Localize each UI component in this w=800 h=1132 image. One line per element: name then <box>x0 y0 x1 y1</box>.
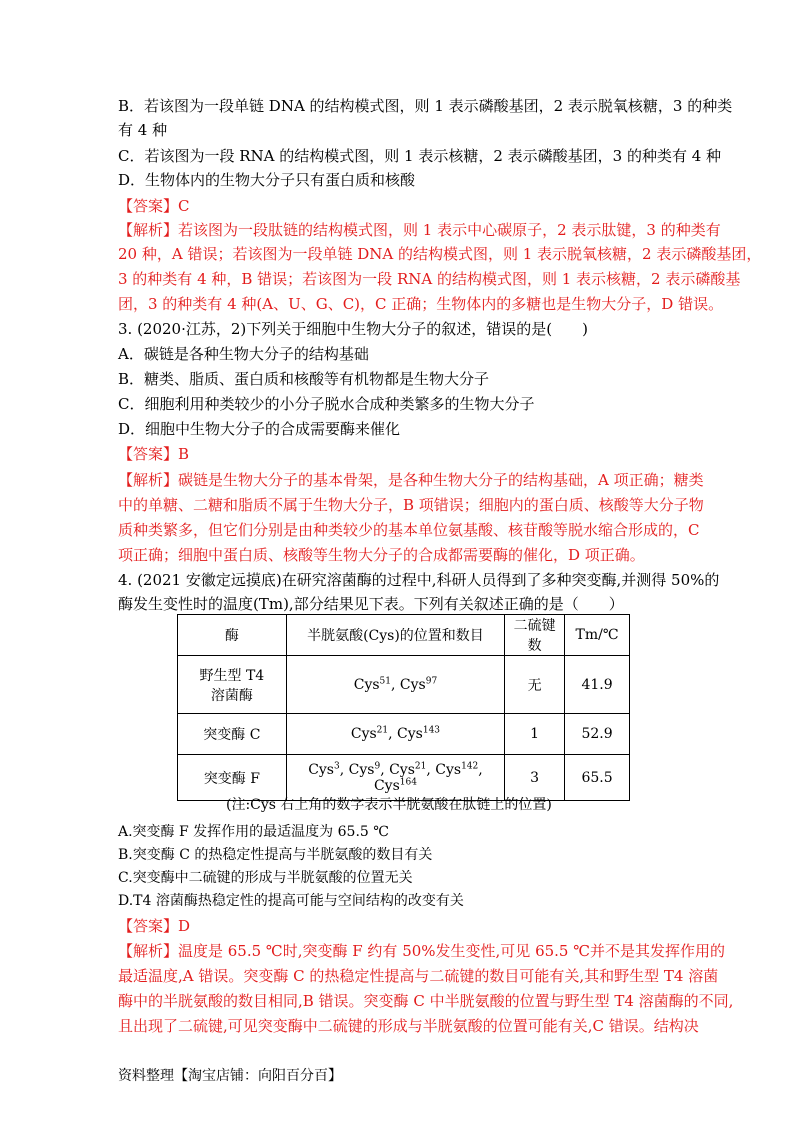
cys-cell: Cys$^3$, Cys$^9$, Cys$^{21}$, Cys$^{142}$, Cys$^{164}$ <box>286 755 504 801</box>
question-4-option-b: B.突变酶 C 的热稳定性提高与半胱氨酸的数目有关 <box>118 847 433 863</box>
question-4-option-a: A.突变酶 F 发挥作用的最适温度为 65.5 ℃ <box>118 824 389 840</box>
cys-position: 9 <box>374 760 381 771</box>
table-header-row <box>178 615 630 656</box>
analysis-line: 且出现了二硫键,可见突变酶中二硫键的形成与半胱氨酸的位置可能有关,C 错误。结构决 <box>118 1017 699 1035</box>
cys-cell: Cys$^{51}$, Cys$^{97}$ <box>286 656 504 714</box>
answer-label: 【答案】B <box>118 445 190 463</box>
table-header-cell: Tm/℃ <box>565 615 630 656</box>
analysis-line: 【解析】碳链是生物大分子的基本骨架，是各种生物大分子的结构基础，A 项正确；糖类 <box>118 471 704 489</box>
cys-residue: Cys$^3$ <box>308 760 340 778</box>
cys-residue: Cys$^{21}$ <box>350 725 389 742</box>
table-header-cell: 半胱氨酸(Cys)的位置和数目 <box>286 615 504 656</box>
option-c: C．若该图为一段 RNA 的结构模式图，则 1 表示核糖，2 表示磷酸基团，3 的种类有 4 种 <box>118 147 722 165</box>
enzyme-name: 野生型 T4 <box>199 667 265 684</box>
question-3-option-a: A．碳链是各种生物大分子的结构基础 <box>118 345 369 363</box>
analysis-line: 【解析】若该图为一段肽链的结构模式图，则 1 表示中心碳原子，2 表示肽键，3 的种类有 <box>118 221 721 239</box>
table-row <box>178 755 630 801</box>
question-4-stem-line1: 4. (2021 安徽定远摸底)在研究溶菌酶的过程中,科研人员得到了多种突变酶,并测得 50%的 <box>118 571 720 589</box>
analysis-line: 3 的种类有 4 种，B 错误；若该图为一段 RNA 的结构模式图，则 1 表示核糖，2 表示磷酸基 <box>118 270 741 288</box>
cys-position: 21 <box>376 725 389 736</box>
option-b-line1: B．若该图为一段单链 DNA 的结构模式图，则 1 表示磷酸基团，2 表示脱氧核糖，3 的种类 <box>118 97 733 115</box>
enzyme-name: 突变酶 F <box>178 755 287 801</box>
table-row <box>178 714 630 755</box>
cys-cell: Cys$^{21}$, Cys$^{143}$ <box>286 714 504 755</box>
cys-residue: Cys$^{164}$ <box>373 776 417 794</box>
table-header-cell: 二硫键数 <box>505 615 565 656</box>
tm-value: 65.5 <box>565 755 630 801</box>
cys-residue: Cys$^{97}$ <box>399 675 438 693</box>
enzyme-name: 突变酶 C <box>178 714 287 755</box>
question-4-option-d: D.T4 溶菌酶热稳定性的提高可能与空间结构的改变有关 <box>118 893 464 909</box>
analysis-line: 【解析】温度是 65.5 ℃时,突变酶 F 约有 50%发生变性,可见 65.5 ℃并不是其发挥作用的 <box>118 942 726 960</box>
table-row <box>178 656 630 714</box>
cys-position: 3 <box>334 760 340 771</box>
table-note: (注:Cys 右上角的数字表示半胱氨酸在肽链上的位置) <box>226 797 552 813</box>
cys-position: 51 <box>379 675 391 686</box>
cys-position: 97 <box>425 675 438 686</box>
analysis-line: 20 种，A 错误；若该图为一段单链 DNA 的结构模式图，则 1 表示脱氧核糖，2 表示磷酸基团， <box>118 245 762 263</box>
disulfide-count: 无 <box>505 656 565 714</box>
cys-position: 142 <box>461 760 479 771</box>
option-d: D．生物体内的生物大分子只有蛋白质和核酸 <box>118 171 416 189</box>
footer-source: 资料整理【淘宝店铺：向阳百分百】 <box>118 1068 342 1084</box>
cys-position: 164 <box>399 776 417 787</box>
question-3-option-b: B．糖类、脂质、蛋白质和核酸等有机物都是生物大分子 <box>118 370 490 388</box>
answer-label: 【答案】D <box>118 917 191 935</box>
disulfide-count: 3 <box>505 755 565 801</box>
cys-residue: Cys$^{142}$ <box>435 760 479 778</box>
question-3-stem: 3. (2020·江苏，2)下列关于细胞中生物大分子的叙述，错误的是( ) <box>118 320 588 338</box>
question-3-option-d: D．细胞中生物大分子的合成需要酶来催化 <box>118 420 401 438</box>
question-3-option-c: C．细胞利用种类较少的小分子脱水合成种类繁多的生物大分子 <box>118 395 535 413</box>
tm-value: 52.9 <box>565 714 630 755</box>
option-b-line2: 有 4 种 <box>118 121 168 139</box>
question-4-option-c: C.突变酶中二硫键的形成与半胱氨酸的位置无关 <box>118 870 413 886</box>
cys-residue: Cys$^{143}$ <box>397 725 441 742</box>
table-header-cell: 酶 <box>178 615 287 656</box>
answer-label: 【答案】C <box>118 197 190 215</box>
cys-residue: Cys$^{51}$ <box>353 675 391 693</box>
disulfide-count: 1 <box>505 714 565 755</box>
cys-residue: Cys$^{21}$ <box>389 760 427 778</box>
analysis-line: 项正确；细胞中蛋白质、核酸等生物大分子的合成都需要酶的催化，D 项正确。 <box>118 546 645 564</box>
cys-position: 143 <box>422 725 441 736</box>
analysis-line: 中的单糖、二糖和脂质不属于生物大分子，B 项错误；细胞内的蛋白质、核酸等大分子物 <box>118 496 704 514</box>
analysis-line: 团，3 的种类有 4 种(A、U、G、C)，C 正确；生物体内的多糖也是生物大分子，D 错误。 <box>118 295 724 313</box>
enzyme-name-cell <box>178 656 287 714</box>
enzyme-name: 溶菌酶 <box>210 687 253 704</box>
tm-value: 41.9 <box>565 656 630 714</box>
cys-residue: Cys$^9$ <box>348 760 381 778</box>
enzyme-table <box>177 614 630 801</box>
analysis-line: 最适温度,A 错误。突变酶 C 的热稳定性提高与二硫键的数目可能有关,其和野生型 T4 溶菌 <box>118 967 719 985</box>
cys-position: 21 <box>414 760 427 771</box>
question-4-stem-line2: 酶发生变性时的温度(Tm),部分结果见下表。下列有关叙述正确的是（ ） <box>118 595 624 613</box>
analysis-line: 质种类繁多，但它们分别是由种类较少的基本单位氨基酸、核苷酸等脱水缩合形成的，C <box>118 521 700 539</box>
analysis-line: 酶中的半胱氨酸的数目相同,B 错误。突变酶 C 中半胱氨酸的位置与野生型 T4 溶菌酶的不同, <box>118 992 734 1010</box>
